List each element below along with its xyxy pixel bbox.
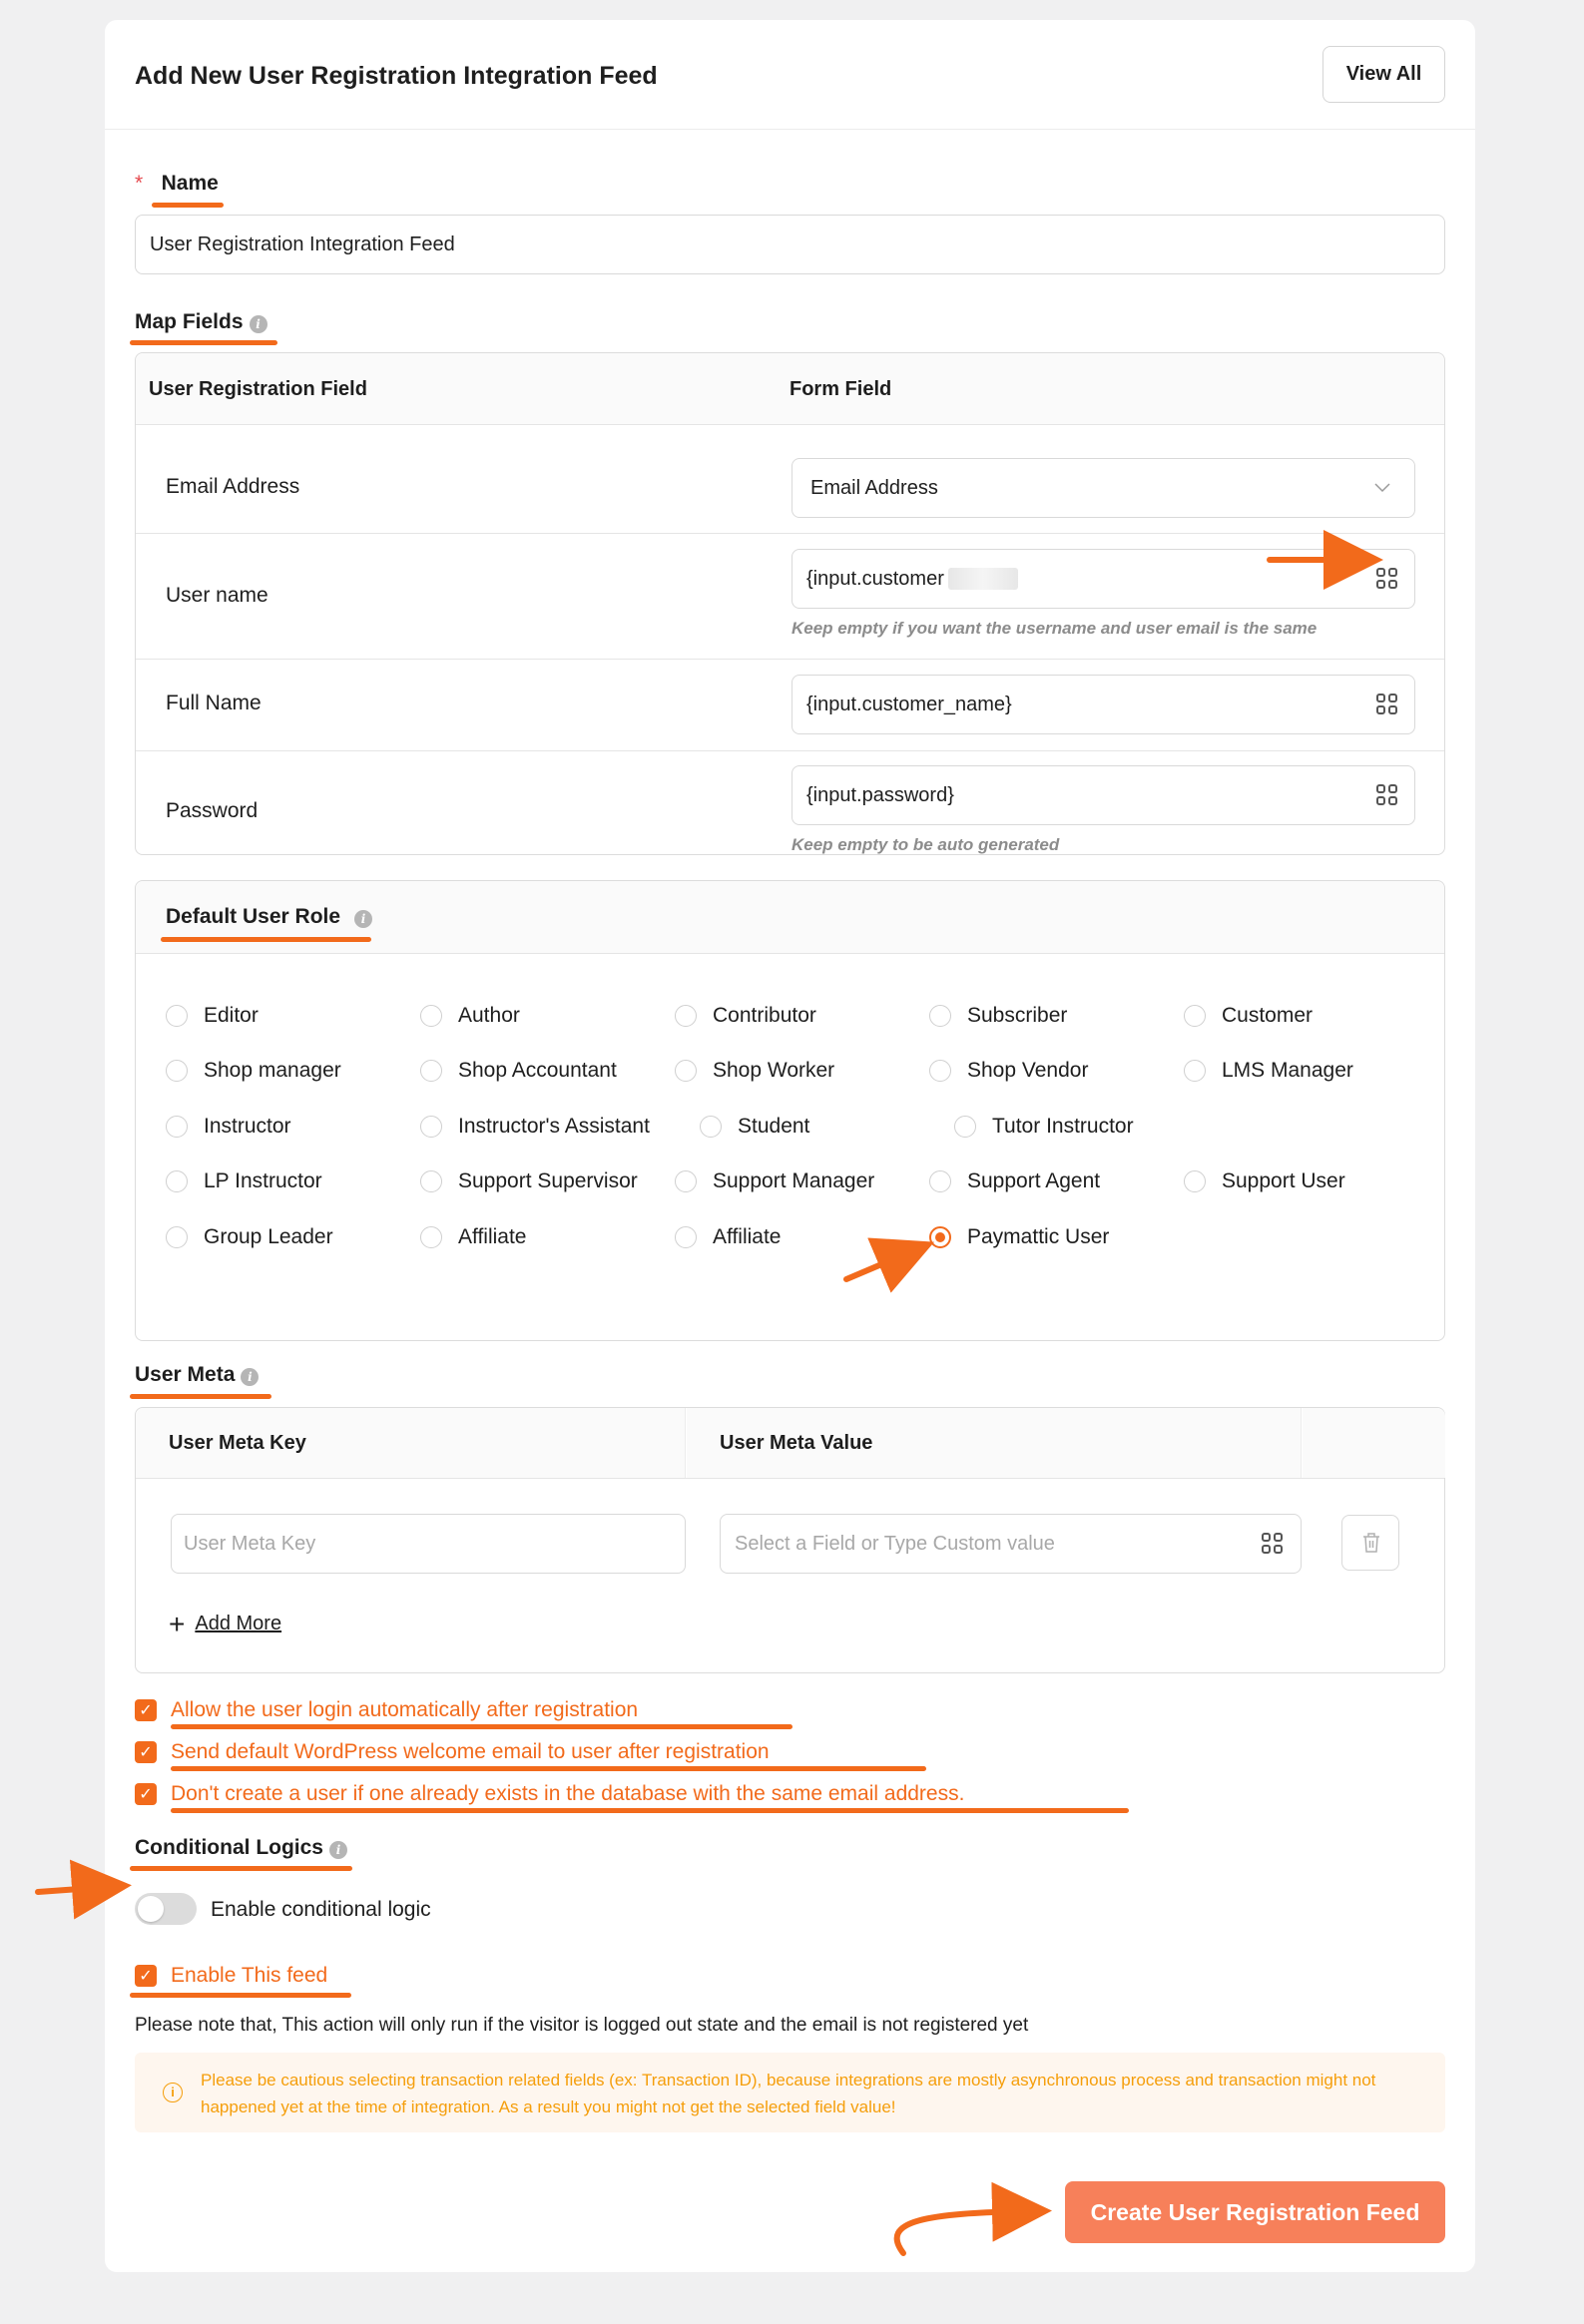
- username-hint: Keep empty if you want the username and user email is the same: [792, 619, 1318, 638]
- map-row-label: Email Address: [166, 475, 300, 498]
- arrow-to-create-button: [897, 2211, 1028, 2253]
- email-select-value: Email Address: [810, 476, 938, 499]
- feed-note: Please note that, This action will only run if the visitor is logged out state and the email is not registered yet: [135, 2015, 1029, 2036]
- info-icon: i: [250, 315, 267, 333]
- meta-value-placeholder: Select a Field or Type Custom value: [735, 1532, 1055, 1555]
- role-label: Affiliate: [713, 1225, 782, 1248]
- role-label: Contributor: [713, 1004, 816, 1027]
- role-label: Shop Vendor: [967, 1059, 1089, 1082]
- conditional-label: Conditional Logics: [135, 1836, 323, 1859]
- name-label: Name: [161, 172, 219, 195]
- role-label: Support User: [1222, 1169, 1345, 1192]
- role-label: Shop Accountant: [458, 1059, 617, 1082]
- name-input-value: User Registration Integration Feed: [150, 232, 455, 255]
- required-mark: *: [135, 172, 144, 195]
- checkbox-checked-icon[interactable]: ✓: [135, 1699, 157, 1721]
- conditional-toggle-label: Enable conditional logic: [211, 1898, 431, 1921]
- col-meta-key: User Meta Key: [169, 1432, 306, 1454]
- meta-key-placeholder: User Meta Key: [184, 1532, 316, 1555]
- role-label: Affiliate: [458, 1225, 527, 1248]
- view-all-button[interactable]: View All: [1322, 46, 1445, 103]
- arrow-to-paymattic-radio: [846, 1251, 912, 1279]
- user-meta-label: User Meta: [135, 1363, 236, 1386]
- default-role-label: Default User Role: [166, 905, 341, 928]
- role-label: Subscriber: [967, 1004, 1068, 1027]
- role-label: Support Supervisor: [458, 1169, 638, 1192]
- role-label: LMS Manager: [1222, 1059, 1353, 1082]
- option-label: Allow the user login automatically after registration: [171, 1698, 639, 1721]
- info-icon: i: [241, 1368, 259, 1386]
- map-fields-label: Map Fields: [135, 310, 244, 333]
- page-title: Add New User Registration Integration Feed: [135, 62, 658, 90]
- role-label: Group Leader: [204, 1225, 333, 1248]
- password-hint: Keep empty to be auto generated: [792, 835, 1060, 854]
- arrow-to-toggle: [38, 1887, 108, 1892]
- map-row-label: Password: [166, 799, 259, 822]
- option-label: Send default WordPress welcome email to user after registration: [171, 1740, 770, 1763]
- password-input-value: {input.password}: [806, 783, 954, 806]
- notice-text: Please be cautious selecting transaction related fields (ex: Transaction ID), because integrations are mostly asynchronous process and transaction might not happened yet at the time of integration. As a result you might not get the selected field value!: [201, 2071, 1376, 2116]
- role-label: Author: [458, 1004, 520, 1027]
- role-label: Support Manager: [713, 1169, 875, 1192]
- info-circle-icon: i: [163, 2083, 183, 2102]
- role-label: Shop Worker: [713, 1059, 835, 1082]
- map-row-label: User name: [166, 584, 268, 607]
- role-label: Tutor Instructor: [992, 1115, 1134, 1138]
- role-label: Paymattic User: [967, 1225, 1110, 1248]
- checkbox-checked-icon[interactable]: ✓: [135, 1741, 157, 1763]
- role-label: Editor: [204, 1004, 259, 1027]
- checkbox-checked-icon[interactable]: ✓: [135, 1965, 157, 1987]
- info-icon: i: [329, 1841, 347, 1859]
- role-label: LP Instructor: [204, 1169, 322, 1192]
- col-meta-value: User Meta Value: [720, 1432, 873, 1454]
- role-label: Customer: [1222, 1004, 1314, 1027]
- role-label: Support Agent: [967, 1169, 1101, 1192]
- map-row-label: Full Name: [166, 692, 262, 714]
- create-feed-button[interactable]: Create User Registration Feed: [1065, 2181, 1445, 2243]
- enable-feed-label: Enable This feed: [171, 1964, 328, 1987]
- plus-icon: +: [169, 1608, 186, 1639]
- full-name-input-value: {input.customer_name}: [806, 693, 1012, 715]
- username-input-value: {input.customer: [806, 567, 944, 590]
- add-more-label: Add More: [195, 1613, 282, 1634]
- role-label: Student: [738, 1115, 810, 1138]
- info-icon: i: [354, 910, 372, 928]
- col-registration-field: User Registration Field: [149, 378, 367, 400]
- option-label: Don't create a user if one already exists in the database with the same email address.: [171, 1782, 965, 1805]
- checkbox-checked-icon[interactable]: ✓: [135, 1783, 157, 1805]
- role-label: Instructor: [204, 1115, 291, 1138]
- role-label: Shop manager: [204, 1059, 341, 1082]
- col-form-field: Form Field: [790, 378, 892, 400]
- role-label: Instructor's Assistant: [458, 1115, 650, 1138]
